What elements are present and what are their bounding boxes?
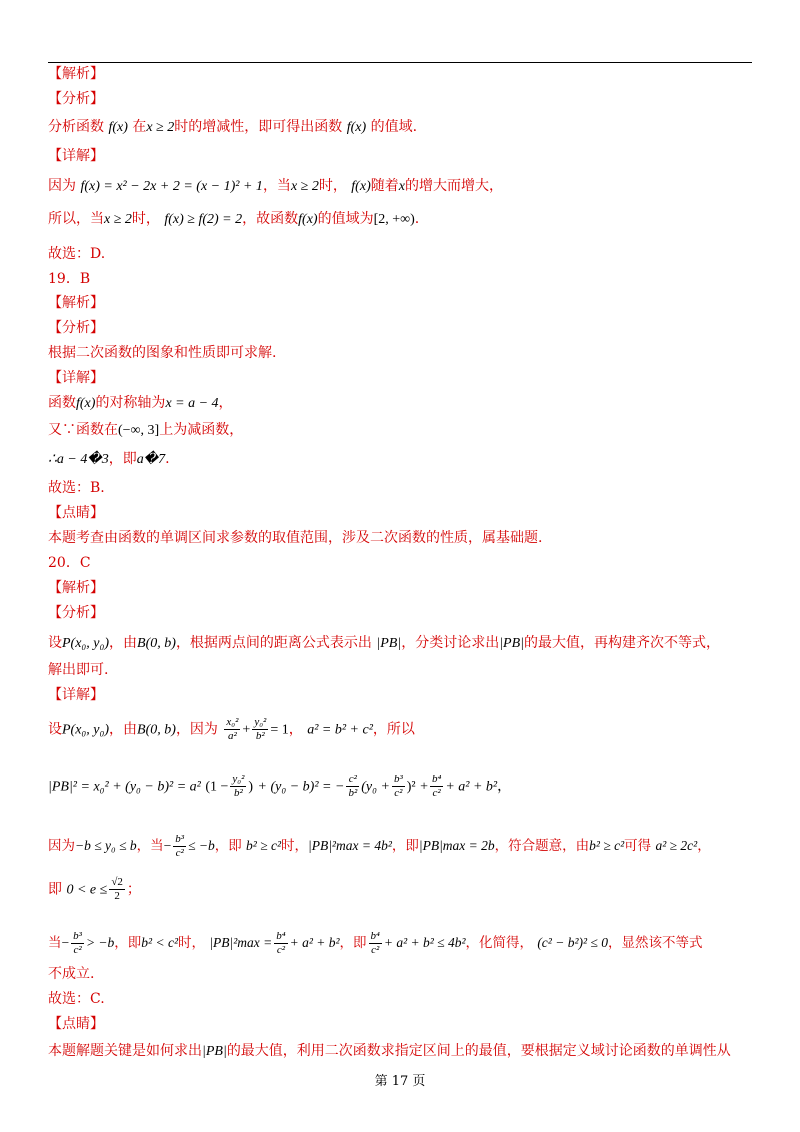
- numerator: b⁴: [276, 930, 286, 942]
- q19-tag-dianjing: 【点睛】: [48, 505, 104, 521]
- q19-detail-line3: [48, 449, 170, 470]
- q20-tag-jiexi: 【解析】: [48, 580, 104, 596]
- q20-detail-line5: [48, 930, 702, 957]
- math-expression: |PB|²max = 4b²: [308, 838, 392, 853]
- math-expression: f(x): [298, 212, 318, 227]
- math-expression: B(0, b): [137, 722, 176, 738]
- math-expression: B(0, b): [137, 636, 176, 651]
- text: 时，: [318, 178, 347, 194]
- denominator: b²: [230, 786, 246, 800]
- denominator: c²: [173, 846, 186, 860]
- q18-fenxi-line: 分析函数 f(x) 在x ≥ 2时的增减性，即可得出函数 f(x) 的值域.: [48, 119, 418, 135]
- numerator: y₀²: [232, 773, 245, 785]
- text: ，即: [214, 838, 242, 854]
- fraction: [230, 773, 246, 800]
- math-expression: |PB|² = x₀² + (y₀ − b)² = a²: [48, 779, 201, 795]
- text: ，化简得，: [465, 935, 534, 951]
- math-operator: −: [163, 838, 172, 853]
- math-expression: ≤ −b: [188, 838, 215, 853]
- math-expression: + a² + b²: [289, 935, 340, 950]
- text: ，当: [262, 178, 291, 194]
- math-expression: a² = b² + c²: [307, 722, 373, 738]
- q19-tag-xiangjie: 【详解】: [48, 370, 104, 386]
- q20-tag-dianjing: 【点睛】: [48, 1016, 104, 1032]
- q19-answer: 故选：B.: [48, 480, 105, 496]
- q20-answer: 故选：C.: [48, 991, 105, 1007]
- numerator: b³: [175, 833, 185, 845]
- denominator: c²: [392, 786, 405, 800]
- q20-detail-line2: [48, 773, 511, 800]
- denominator: c²: [369, 943, 382, 957]
- text: ，故函数: [242, 211, 299, 227]
- q20-fenxi-line1: [48, 633, 720, 654]
- math-expression: + (y₀ − b)² = −: [257, 779, 345, 795]
- text: 的最大值，再构建齐次不等式，: [524, 635, 721, 651]
- math-expression: (y₀ +: [361, 779, 390, 795]
- math-expression: = 1: [270, 722, 289, 738]
- math-expression: + a² + b² ≤ 4b²: [383, 935, 466, 950]
- text: ，: [697, 838, 711, 854]
- math-expression: (c² − b²)² ≤ 0: [537, 935, 608, 950]
- math-expression: x = a − 4: [165, 396, 219, 411]
- numerator: √2: [111, 876, 123, 888]
- math-expression: 0 < e ≤: [66, 882, 108, 898]
- denominator: b²: [348, 787, 358, 799]
- math-expression: f(x) = x² − 2x + 2 = (x − 1)² + 1: [80, 179, 263, 194]
- text: 设: [48, 635, 62, 651]
- text: 的值域为: [317, 211, 374, 227]
- text: 本题解题关键是如何求出: [48, 1043, 202, 1059]
- text: 因为: [48, 838, 75, 854]
- fraction: [274, 930, 287, 957]
- text: 的最大值，利用二次函数求指定区间上的最值，要根据定义域讨论函数的单调性从: [226, 1043, 731, 1059]
- text: 时，: [178, 935, 205, 951]
- math-expression: [2, +∞): [373, 212, 415, 227]
- denominator: c²: [71, 943, 84, 957]
- math-expression: (1 −: [205, 779, 229, 795]
- text: 又∵函数在: [48, 422, 118, 438]
- page-number: 第 17 页: [374, 1074, 426, 1089]
- q18-answer: 故选：D.: [48, 246, 106, 262]
- text: 函数: [48, 395, 76, 411]
- text: ，根据两点间的距离公式表示出: [175, 635, 372, 651]
- q19-detail-line1: [48, 393, 233, 414]
- math-expression: P(x₀, y₀): [62, 636, 110, 651]
- text: ，即: [108, 451, 137, 467]
- text: ，由: [109, 635, 138, 651]
- text: ，: [288, 721, 303, 738]
- math-expression: b² < c²: [141, 935, 178, 950]
- text: ，: [497, 778, 512, 795]
- q19-detail-line2: [48, 420, 243, 441]
- q19-number: 19．B: [48, 271, 91, 287]
- math-expression: (−∞, 3]: [118, 423, 160, 438]
- fraction: [109, 876, 125, 903]
- text: 即: [48, 881, 62, 898]
- text: 随着: [370, 178, 399, 194]
- denominator: b²: [252, 729, 268, 743]
- fraction: [430, 773, 443, 800]
- text: ；: [126, 881, 141, 898]
- text: ，当: [136, 838, 164, 854]
- text: 的值域.: [370, 119, 418, 135]
- math-expression: ): [248, 779, 254, 795]
- text: 设: [48, 721, 62, 738]
- text: ，即: [114, 935, 142, 951]
- text: ，即: [339, 935, 367, 951]
- math-expression: > −b: [85, 935, 115, 950]
- math-expression: + a² + b²: [445, 779, 498, 795]
- text: .: [165, 451, 170, 467]
- math-expression: P(x₀, y₀): [62, 722, 110, 738]
- text: 时，: [131, 211, 160, 227]
- numerator: b³: [393, 773, 403, 785]
- header-rule: [48, 62, 752, 63]
- fraction: [392, 773, 405, 800]
- fraction: [252, 716, 268, 743]
- math-expression: x ≥ 2: [104, 212, 132, 227]
- numerator: b³: [73, 930, 82, 942]
- math-expression: x: [398, 179, 405, 194]
- math-operator: −: [61, 935, 70, 950]
- numerator: y₀²: [254, 716, 267, 728]
- q18-detail-line1: [48, 176, 503, 197]
- denominator: a²: [224, 729, 240, 743]
- fraction: [369, 930, 382, 957]
- math-expression: a² ≥ 2c²: [655, 838, 698, 853]
- q19-tag-jiexi: 【解析】: [48, 295, 104, 311]
- math-expression: b² ≥ c²: [246, 838, 282, 853]
- q19-tag-fenxi: 【分析】: [48, 320, 104, 336]
- q20-detail-line3: [48, 833, 711, 860]
- denominator: c²: [274, 943, 287, 957]
- fraction: [173, 833, 186, 860]
- math-expression: )²: [406, 779, 416, 795]
- q20-fenxi-line2: 解出即可.: [48, 662, 109, 678]
- math-expression: x ≥ 2: [290, 179, 319, 194]
- math-expression: b² ≥ c²: [589, 838, 625, 853]
- text: 可得: [624, 838, 652, 854]
- q20-dianjing-text: [48, 1041, 731, 1062]
- math-expression: |PB|max = 2b: [418, 838, 495, 853]
- denominator: 2: [109, 889, 125, 903]
- math-expression: a�7: [136, 452, 166, 467]
- math-expression: ∴a − 4�3: [48, 452, 109, 467]
- text: ，因为: [175, 721, 218, 738]
- denominator: c²: [430, 786, 443, 800]
- math-operator: +: [242, 722, 251, 738]
- math-expression: f(x): [76, 396, 96, 411]
- q20-tag-xiangjie: 【详解】: [48, 687, 104, 703]
- q20-detail-line4: [48, 876, 141, 903]
- text: 所以，当: [48, 211, 104, 227]
- text: 时，: [281, 838, 309, 854]
- q18-detail-line2: [48, 209, 419, 230]
- fraction: [346, 773, 359, 800]
- text: ，符合题意，由: [494, 838, 590, 854]
- numerator: x₀²: [226, 716, 239, 728]
- math-expression: |PB|: [202, 1044, 227, 1059]
- numerator: b⁴: [370, 930, 380, 942]
- q19-fenxi-text: 根据二次函数的图象和性质即可求解.: [48, 345, 277, 361]
- math-expression: |PB|: [376, 636, 402, 651]
- text: ，所以: [372, 721, 415, 738]
- text: ，即: [391, 838, 419, 854]
- q20-detail-line6: 不成立.: [48, 966, 95, 982]
- math-expression: |PB|: [499, 636, 525, 651]
- fraction: [224, 716, 240, 743]
- numerator: b⁴: [431, 773, 442, 785]
- text: ，由: [109, 721, 138, 738]
- math-operator: +: [420, 779, 428, 795]
- fraction: [71, 930, 84, 957]
- text: ，显然该不等式: [607, 935, 703, 951]
- math-expression: f(x) ≥ f(2) = 2: [164, 212, 243, 227]
- text: 当: [48, 935, 62, 951]
- text: 的对称轴为: [95, 395, 166, 411]
- q18-tag-xiangjie: 【详解】: [48, 148, 104, 164]
- text: 在: [132, 119, 147, 135]
- q18-tag-jiexi: 【解析】: [48, 66, 104, 82]
- q20-number: 20．C: [48, 555, 91, 571]
- numerator: c²: [348, 773, 357, 785]
- math-expression: −b ≤ y₀ ≤ b: [75, 838, 137, 853]
- text: ，: [218, 395, 233, 411]
- q20-tag-fenxi: 【分析】: [48, 605, 104, 621]
- text: 分析函数: [48, 119, 104, 135]
- text: 时的增减性，即可得出函数: [174, 119, 343, 135]
- q18-tag-fenxi: 【分析】: [48, 91, 104, 107]
- math-expression: |PB|²max =: [209, 935, 273, 950]
- q19-dianjing-text: 本题考查由函数的单调区间求参数的取值范围，涉及二次函数的性质，属基础题.: [48, 530, 543, 546]
- text: 的增大而增大，: [404, 178, 503, 194]
- q20-detail-line1: [48, 716, 415, 743]
- text: .: [414, 211, 420, 227]
- text: 因为: [48, 178, 76, 194]
- math-expression: f(x): [351, 179, 371, 194]
- text: ，分类讨论求出: [401, 635, 500, 651]
- text: 上为减函数，: [159, 422, 244, 438]
